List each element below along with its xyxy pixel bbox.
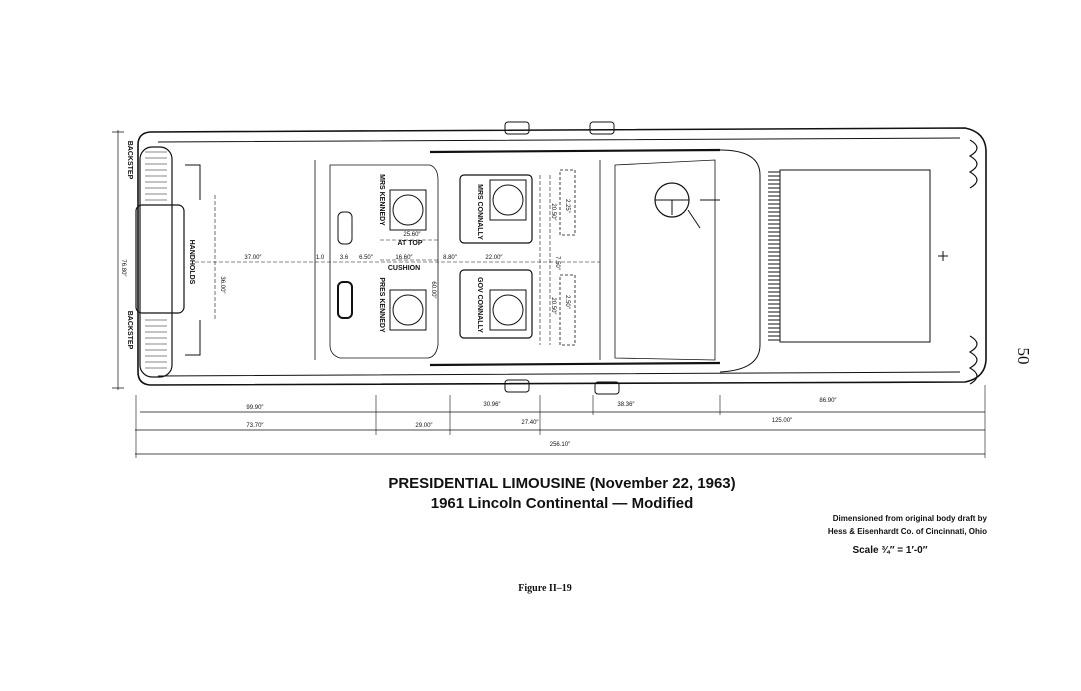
dim-7-50: 7.50″ (554, 256, 560, 270)
dim-6-50: 6.50″ (359, 255, 373, 261)
figure-number: Figure II–19 (518, 583, 572, 594)
dim-1-0: 1.0 (315, 255, 325, 261)
dim-overall-width: 76.80″ (120, 259, 126, 277)
dimension-lines (112, 130, 985, 458)
dim-2-25: 2.25″ (564, 199, 570, 213)
dim-20-50-b: 20.50″ (550, 297, 556, 315)
dim-125-00: 125.00″ (771, 418, 793, 424)
caption-scale: Scale ¾″ = 1′-0″ (852, 545, 928, 556)
hood (768, 170, 948, 342)
dim-38-36: 38.36″ (617, 402, 635, 408)
label-cushion: CUSHION (387, 265, 421, 272)
dim-rear-to-handholds: 37.00″ (244, 255, 262, 261)
dim-2-50: 2.50″ (564, 295, 570, 309)
dim-30-96: 30.96″ (483, 402, 501, 408)
caption-subtitle: 1961 Lincoln Continental — Modified (430, 495, 694, 512)
dim-3-6: 3.6 (339, 255, 349, 261)
label-handholds: HANDHOLDS (188, 239, 195, 285)
caption-title: PRESIDENTIAL LIMOUSINE (November 22, 1963) (388, 475, 736, 492)
label-at-top: AT TOP (397, 240, 423, 247)
dim-seat-width: 60.00″ (430, 281, 436, 299)
label-gov-connally: GOV CONNALLY (476, 277, 483, 333)
front-compartment (600, 150, 760, 372)
dim-at-top: 25.60″ (403, 232, 421, 238)
dim-73-70: 73.70″ (246, 423, 264, 429)
page-number: 50 (1014, 347, 1033, 365)
dim-handhold-span: 36.00″ (219, 276, 225, 294)
caption-source-line1: Dimensioned from original body draft by (832, 514, 987, 523)
label-backstep-top: BACKSTEP (126, 140, 133, 180)
dim-gap-8-80: 8.80″ (443, 255, 457, 261)
dim-seat-22: 22.00″ (485, 255, 503, 261)
label-mrs-connally: MRS CONNALLY (476, 184, 483, 240)
car-outline (138, 122, 986, 394)
dim-256-10: 256.10″ (549, 442, 571, 448)
dim-cushion: 16.60″ (395, 255, 413, 261)
label-pres-kennedy: PRES KENNEDY (378, 277, 385, 333)
label-backstep-bottom: BACKSTEP (126, 310, 133, 350)
dim-20-50-a: 20.50″ (550, 203, 556, 221)
dim-86-90: 86.90″ (819, 398, 837, 404)
seat-and-part-labels (126, 141, 483, 350)
dim-29-00: 29.00″ (415, 423, 433, 429)
dim-99-90: 99.90″ (246, 405, 264, 411)
label-mrs-kennedy: MRS KENNEDY (378, 174, 385, 226)
dim-27-40: 27.40″ (521, 420, 539, 426)
caption-source-line2: Hess & Eisenhardt Co. of Cincinnati, Ohio (827, 527, 987, 536)
